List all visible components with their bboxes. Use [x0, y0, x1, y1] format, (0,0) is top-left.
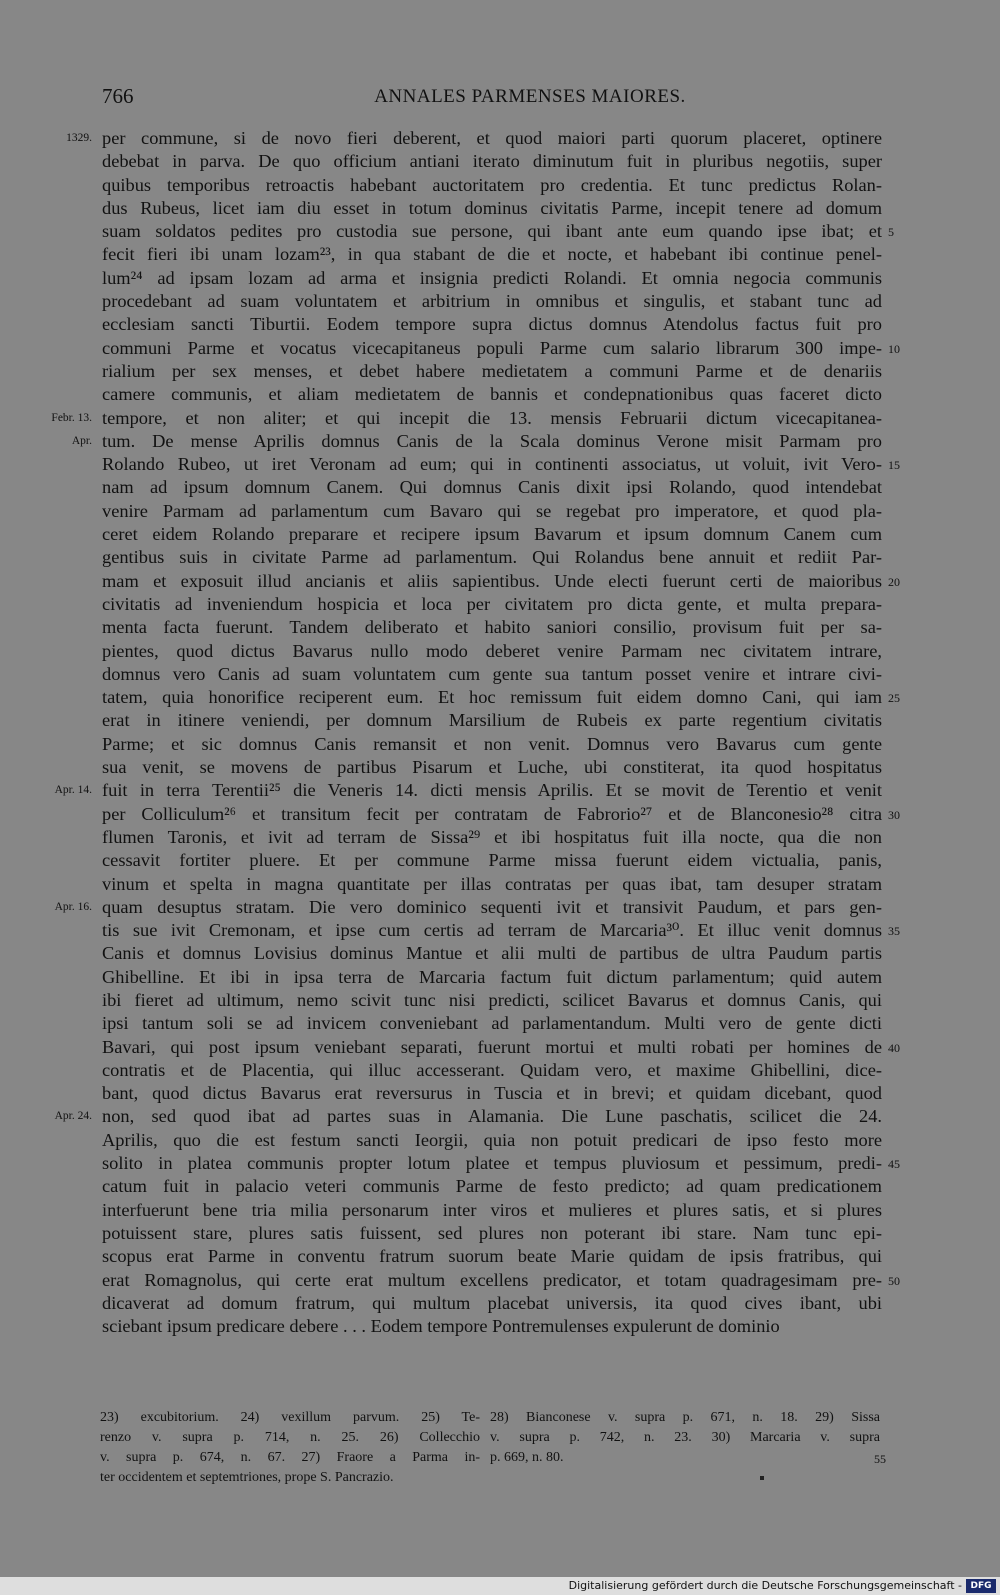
text-line	[102, 337, 900, 360]
footnotes-left-column	[100, 1408, 480, 1488]
line-text: Ghibelline. Et ibi in ipsa terra de Marcaria factum fuit dictum parlamentum; quid autem	[102, 966, 882, 987]
line-text: ceret eidem Rolando preparare et recipere ipsum Bavarum et ipsum domnum Canem cum	[102, 524, 882, 545]
text-line	[102, 150, 882, 173]
running-head: ANNALES PARMENSES MAIORES.	[374, 86, 686, 107]
text-line	[102, 616, 882, 639]
line-text: quam desuptus stratam. Die vero dominico sequenti ivit et transivit Paudum, et pars gen-	[102, 896, 882, 917]
line-number: 30	[888, 807, 900, 822]
footnote-line: renzo v. supra p. 714, n. 25. 26) Collecchio	[100, 1430, 480, 1445]
text-line	[102, 523, 882, 546]
text-line	[102, 360, 882, 383]
line-text: bant, quod dictus Bavarus erat reversurus in Tuscia et in brevi; et quidam dicebant, quod	[102, 1083, 882, 1104]
footer-credit: Digitalisierung gefördert durch die Deutsche Forschungsgemeinschaft -	[568, 1579, 962, 1592]
line-text: dicaverat ad domum fratrum, qui multum placebat universis, ita quod cives ibant, ubi	[102, 1292, 882, 1313]
line-text: nam ad ipsum domnum Canem. Qui domnus Canis dixit ipsi Rolando, quod intendebat	[102, 477, 882, 498]
line-text: scopus erat Parme in conventu fratrum suorum beate Marie quidam de ipsis fratribus, qui	[102, 1246, 882, 1267]
dfg-logo: DFG	[966, 1579, 996, 1593]
text-line	[102, 1292, 882, 1315]
line-text: solito in platea communis propter lotum platee et tempus pluviosum et pessimum, predi-	[102, 1153, 882, 1174]
text-line	[102, 1036, 900, 1059]
line-text: non, sed quod ibat ad partes suas in Alamania. Die Lune paschatis, scilicet die 24.	[102, 1106, 882, 1127]
text-line	[102, 243, 882, 266]
text-line	[102, 663, 882, 686]
line-text: erat in itinere veniendi, per domnum Marsilium de Rubeis ex parte regentium civitatis	[102, 710, 882, 731]
text-line	[102, 197, 882, 220]
line-text: ibi fieret ad ultimum, nemo scivit tunc nisi predicti, scilicet Bavarus et domnus Canis, qui	[102, 989, 882, 1010]
text-line	[102, 1059, 882, 1082]
text-line	[102, 756, 882, 779]
text-line	[102, 989, 882, 1012]
text-line	[102, 942, 882, 965]
text-line	[102, 383, 882, 406]
line-text: ipsi tantum soli se ad invicem conveniebant ad parlamentandum. Multi vero de gente dicti	[102, 1013, 882, 1034]
text-line	[102, 220, 894, 243]
text-line	[102, 1199, 882, 1222]
line-text: sua venit, se movens de partibus Pisarum et Luche, ubi constiterat, ita quod hospitatus	[102, 757, 882, 778]
text-line	[102, 313, 882, 336]
line-text: tis sue ivit Cremonam, et ipse cum certis ad terram de Marcaria³⁰. Et illuc venit domnus	[102, 920, 882, 941]
text-line	[102, 966, 882, 989]
line-number: 5	[888, 225, 894, 240]
line-text: mam et exposuit illud ancianis et aliis sapientibus. Unde electi fuerunt certi de maioribus	[102, 570, 882, 591]
line-text: quibus temporibus retroactis habebant auctoritatem pro credentia. Et tunc predictus Rolan-	[102, 174, 882, 195]
line-text: suam soldatos pedites pro custodia sue persone, qui ibant ante eum quando ipse ibat; et	[102, 221, 882, 242]
line-number: 10	[888, 341, 900, 356]
body-text	[51, 127, 900, 1338]
footnote-line: p. 669, n. 80.	[490, 1450, 564, 1465]
line-text: Parme; et sic domnus Canis remansit et non venit. Domnus vero Bavarus cum gente	[102, 733, 882, 754]
line-number: 50	[888, 1273, 900, 1288]
line-text: venire Parmam ad parlamentum cum Bavaro qui se regebat pro imperatore, et quod pla-	[102, 500, 882, 521]
text-line	[102, 593, 882, 616]
text-line	[102, 174, 882, 197]
margin-date-note: Apr. 16.	[54, 900, 92, 913]
text-line	[102, 1152, 900, 1175]
margin-date-note: Apr. 14.	[54, 784, 92, 797]
page-number: 766	[102, 84, 134, 108]
text-line	[102, 873, 882, 896]
text-line	[102, 500, 882, 523]
margin-date-note: Apr. 24.	[54, 1110, 92, 1123]
line-text: fecit fieri ibi unam lozam²³, in qua stabant de die et nocte, et habebant ibi continue penel-	[102, 244, 882, 265]
line-text: dus Rubeus, licet iam diu esset in totum dominus civitatis Parme, incepit tenere ad domum	[102, 197, 882, 218]
text-line	[102, 826, 882, 849]
line-number: 35	[888, 924, 900, 939]
line-text: rialium per sex menses, et debet habere medietatem a communi Parme et de denariis	[102, 360, 882, 381]
line-text: civitatis ad inveniendum hospicia et loca per civitatem pro dicta gente, et multa prepara-	[102, 593, 882, 614]
footnote-line: 23) excubitorium. 24) vexillum parvum. 25) Te-	[100, 1410, 480, 1425]
line-text: per Colliculum²⁶ et transitum fecit per contratam de Fabrorio²⁷ et de Blanconesio²⁸ citra	[102, 803, 882, 824]
line-text: Bavari, qui post ipsum veniebant separati, fuerunt mortui et multi robati per homines de	[102, 1036, 882, 1057]
line-text: Aprilis, quo die est festum sancti Ieorgii, quia non potuit predicari de ipso festo more	[102, 1129, 882, 1150]
text-line	[102, 1269, 900, 1292]
line-text: tempore, et non aliter; et qui incepit die 13. mensis Februarii dictum vicecapitanea-	[102, 407, 882, 428]
line-text: pientes, quod dictus Bavarus nullo modo deberet venire Parmam nec civitatem intrare,	[102, 640, 882, 661]
text-line	[102, 1222, 882, 1245]
margin-date-note: 1329.	[66, 132, 92, 144]
text-line	[102, 1082, 882, 1105]
footnotes-right-column	[490, 1408, 880, 1468]
margin-date-note: Apr.	[71, 434, 92, 447]
line-text: contratis et de Placentia, qui illuc accesserant. Quidam vero, et maxime Ghibellini, dice-	[102, 1059, 882, 1080]
line-text: gentibus suis in civitate Parme ad parlamentum. Qui Rolandus bene annuit et rediit Par-	[102, 547, 882, 568]
line-text: domnus vero Canis ad suam voluntatem cum gente sua tantum posset venire et intrare civi-	[102, 663, 882, 684]
line-text: menta facta fuerunt. Tandem deliberato et habito saniori consilio, provisum fuit per sa-	[102, 617, 882, 638]
text-line	[51, 407, 882, 430]
line-number: 25	[888, 691, 900, 706]
text-line	[102, 1012, 882, 1035]
text-line	[102, 919, 900, 942]
text-line	[66, 127, 882, 150]
text-line	[102, 1245, 882, 1268]
ink-speck	[760, 1476, 764, 1480]
line-number: 15	[888, 458, 900, 473]
margin-date-note: Febr. 13.	[51, 411, 92, 424]
footnote-line: 28) Bianconese v. supra p. 671, n. 18. 29) Sissa	[490, 1410, 880, 1425]
text-line	[54, 1105, 882, 1128]
text-line	[102, 1129, 882, 1152]
footnote-line-number: 55	[874, 1452, 886, 1466]
text-line	[102, 709, 882, 732]
footnote-line: v. supra p. 674, n. 67. 27) Fraore a Parma in-	[100, 1450, 480, 1465]
line-text: cessavit fortiter pluere. Et per commune Parme missa fuerunt eidem victualia, panis,	[102, 850, 882, 871]
line-text: tatem, quia honorifice reciperent eum. Et hoc remissum fuit eidem domno Cani, qui iam	[102, 687, 882, 708]
line-number: 20	[888, 574, 900, 589]
line-text: fuit in terra Terentii²⁵ die Veneris 14. dicti mensis Aprilis. Et se movit de Terentio et venit	[102, 780, 882, 801]
line-text: sciebant ipsum predicare debere . . . Eodem tempore Pontremulenses expulerunt de dominio	[102, 1316, 780, 1337]
line-text: per commune, si de novo fieri deberent, et quod maiori parti quorum placeret, optinere	[102, 128, 882, 148]
text-line	[102, 267, 882, 290]
line-text: catum fuit in palacio veteri communis Parme de festo predicto; ad quam predicationem	[102, 1176, 882, 1197]
text-line	[102, 476, 882, 499]
line-text: flumen Taronis, et ivit ad terram de Sissa²⁹ et ibi hospitatus fuit illa nocte, qua die non	[102, 826, 882, 847]
text-line	[102, 570, 900, 593]
text-line	[102, 849, 882, 872]
footer-bar	[0, 1577, 1000, 1595]
line-text: debebat in parva. De quo officium antiani iterato diminutum fuit in pluribus negotiis, super	[102, 151, 882, 172]
line-text: potuissent stare, plures satis fuissent, sed plures non poterant ibi stare. Nam tunc epi-	[102, 1222, 882, 1243]
line-text: erat Romagnolus, qui certe erat multum excellens predicator, et totam quadragesimam pre-	[102, 1269, 882, 1290]
text-line	[102, 546, 882, 569]
line-text: vinum et spelta in magna quantitate per illas contratas per quas ibat, tam desuper stratam	[102, 873, 882, 894]
line-number: 40	[888, 1040, 900, 1055]
text-line	[102, 733, 882, 756]
line-text: ecclesiam sancti Tiburtii. Eodem tempore supra dictus domnus Atendolus factus fuit pro	[102, 314, 882, 335]
text-line	[102, 290, 882, 313]
text-line	[102, 1175, 882, 1198]
text-line	[102, 803, 900, 826]
line-text: camere communis, et aliam medietatem de bannis et condepnationibus quas faceret dicto	[102, 384, 882, 405]
text-line	[71, 430, 882, 453]
line-text: Rolando Rubeo, ut iret Veronam ad eum; qui in continenti associatus, ut voluit, ivit Vero-	[102, 454, 882, 475]
line-text: interfuerunt bene tria milia personarum inter viros et mulieres et plures satis, et si plures	[102, 1199, 882, 1220]
line-text: lum²⁴ ad ipsam lozam ad arma et insignia predicti Rolandi. Et omnia negocia communis	[102, 267, 882, 288]
line-text: Canis et domnus Lovisius dominus Mantue et alii multi de partibus de ultra Paudum partis	[102, 943, 882, 964]
line-text: procedebant ad suam voluntatem et arbitrium in omnibus et singulis, et stabant tunc ad	[102, 291, 882, 312]
text-line	[102, 686, 900, 709]
footnote-line: v. supra p. 742, n. 23. 30) Marcaria v. supra	[490, 1430, 880, 1445]
text-line	[102, 640, 882, 663]
text-line	[54, 779, 882, 802]
text-line	[102, 1315, 882, 1338]
text-line	[54, 896, 882, 919]
line-text: tum. De mense Aprilis domnus Canis de la Scala dominus Verone misit Parmam pro	[102, 430, 882, 451]
line-number: 45	[888, 1157, 900, 1172]
text-line	[102, 453, 900, 476]
footnote-line: ter occidentem et septemtriones, prope S. Pancrazio.	[100, 1470, 394, 1485]
line-text: communi Parme et vocatus vicecapitaneus populi Parme cum salario librarum 300 impe-	[102, 337, 882, 358]
